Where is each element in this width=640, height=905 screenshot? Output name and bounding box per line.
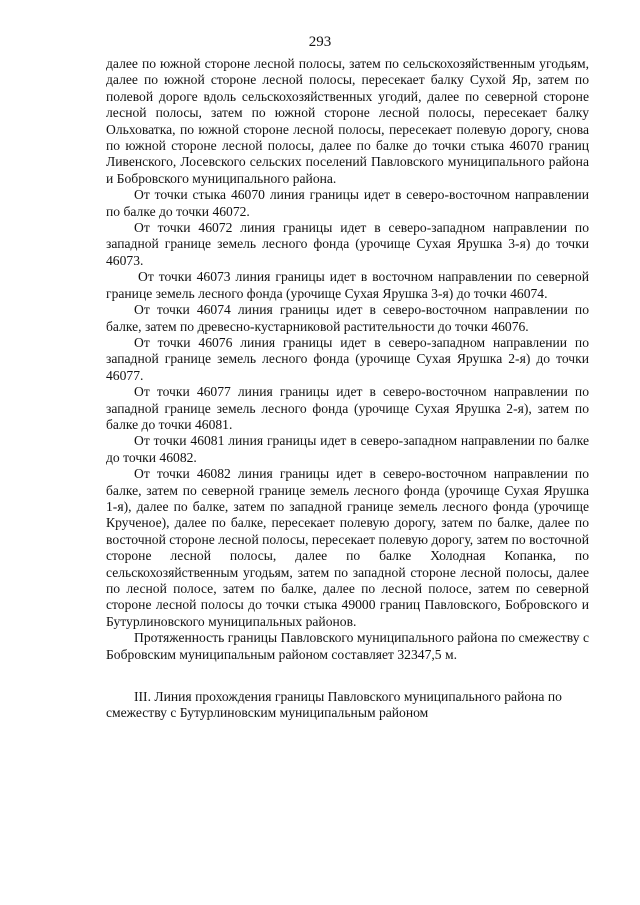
document-body <box>106 56 589 722</box>
paragraph-point-46070: От точки стыка 46070 линия границы идет в северо-восточном направлении по балке до точки 46072. <box>106 187 589 219</box>
page-number: 293 <box>308 34 332 50</box>
paragraph-point-46074: От точки 46074 линия границы идет в северо-восточном направлении по балке, затем по древесно-кустарниковой растительности до точки 46076. <box>106 302 589 334</box>
paragraph-point-46081: От точки 46081 линия границы идет в северо-западном направлении по балке до точки 46082. <box>106 433 589 465</box>
paragraph-continuation: далее по южной стороне лесной полосы, затем по сельскохозяйственным угодьям, далее по южной стороне лесной полосы, пересекает балку Сухой Яр, затем по полевой дороге вдоль сельскохозяйственных угодий, далее по северной стороне лесной полосы, затем по южной стороне лесной полосы, пересекает балку Ольховатка, по южной стороне лесной полосы, пересекает полевую дорогу, снова по южной стороне лесной полосы, далее по балке до точки стыка 46070 границ Ливенского, Лосевского сельских поселений Павловского муниципального района и Бобровского муниципального района. <box>106 56 589 186</box>
paragraph-point-46072: От точки 46072 линия границы идет в северо-западном направлении по западной границе земель лесного фонда (урочище Сухая Ярушка 3-я) до точки 46073. <box>106 220 589 268</box>
section-heading: III. Линия прохождения границы Павловского муниципального района по смежеству с Бутурлиновским муниципальным районом <box>106 689 562 721</box>
paragraph-boundary-length: Протяженность границы Павловского муниципального района по смежеству с Бобровским муниципальным районом составляет 32347,5 м. <box>106 630 589 662</box>
paragraph-point-46076: От точки 46076 линия границы идет в северо-западном направлении по западной границе земель лесного фонда (урочище Сухая Ярушка 2-я) до точки 46077. <box>106 334 589 383</box>
paragraph-point-46073: От точки 46073 линия границы идет в восточном направлении по северной границе земель лесного фонда (урочище Сухая Ярушка 3-я) до точки 46074. <box>106 269 589 301</box>
paragraph-point-46077: От точки 46077 линия границы идет в северо-восточном направлении по западной границе земель лесного фонда (урочище Сухая Ярушка 2-я), затем по балке до точки 46081. <box>106 384 589 432</box>
paragraph-point-46082: От точки 46082 линия границы идет в северо-восточном направлении по балке, затем по северной границе земель лесного фонда (урочище Сухая Ярушка 1-я), далее по балке, затем по западной границе земель лесного фонда (урочище Крученое), далее по балке, пересекает полевую дорогу, затем по балке, далее по восточной стороне лесной полосы, пересекает полевую дорогу, затем по восточной стороне лесной полосы, далее по балке Холодная Копанка, по сельскохозяйственным угодьям, затем по западной стороне лесной полосы, далее по лесной полосе, затем по балке, далее по лесной полосе, затем по северной стороне лесной полосы до точки стыка 49000 границ Павловского, Бобровского и Бутурлиновского муниципальных районов. <box>106 466 589 629</box>
